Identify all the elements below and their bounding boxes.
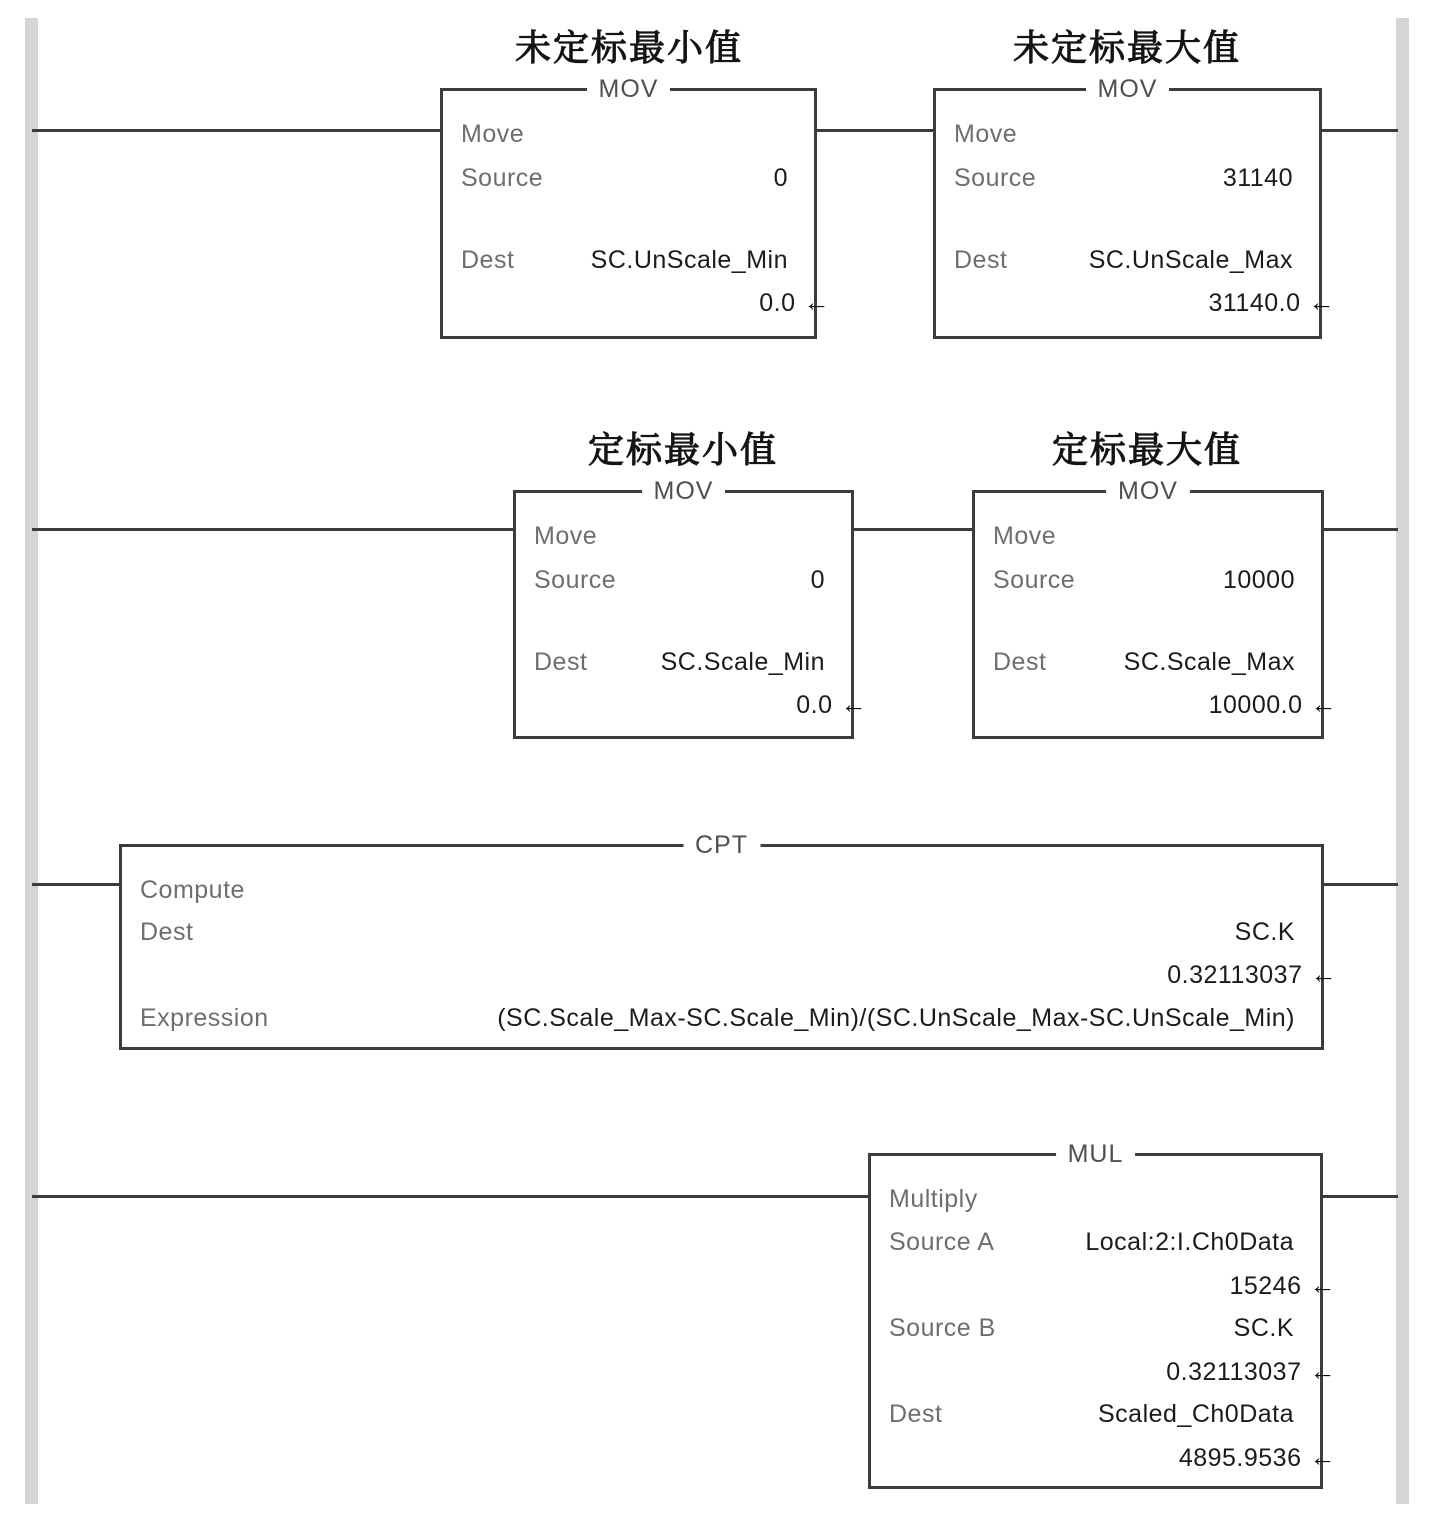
rung-comment-scaled-min: 定标最小值: [587, 429, 778, 470]
instruction-mnemonic: MOV: [587, 74, 671, 104]
dest-label: Dest: [889, 1400, 943, 1428]
source-label: Source: [461, 164, 544, 192]
rung-comment-scaled-max: 定标最大值: [1051, 429, 1242, 470]
rung-wire: [1320, 528, 1398, 531]
dest-tag[interactable]: Scaled_Ch0Data: [1097, 1400, 1294, 1428]
value-arrow-icon: ←: [840, 689, 867, 719]
source-label: Source: [993, 566, 1076, 594]
source-value[interactable]: 10000: [1222, 566, 1295, 594]
dest-tag[interactable]: SC.UnScale_Min: [590, 246, 788, 274]
value-arrow-icon: ←: [803, 287, 830, 317]
mov-unscaled-max-block[interactable]: [933, 75, 1335, 339]
source-b-value: 0.32113037: [1166, 1358, 1302, 1386]
expression-text[interactable]: (SC.Scale_Max-SC.Scale_Min)/(SC.UnScale_Max-SC.UnScale_Min): [497, 1004, 1295, 1032]
rung-wire: [32, 528, 515, 531]
instruction-mnemonic: MOV: [1106, 476, 1190, 506]
value-arrow-icon: ←: [1309, 1442, 1336, 1472]
right-power-rail: [1396, 18, 1409, 1504]
dest-label: Dest: [140, 918, 194, 946]
rung-wire: [1319, 1195, 1398, 1198]
value-arrow-icon: ←: [1308, 287, 1335, 317]
source-a-value: 15246: [1229, 1272, 1302, 1300]
value-arrow-icon: ←: [1310, 689, 1337, 719]
mov-scaled-min-block[interactable]: [513, 477, 867, 739]
left-power-rail: [25, 18, 38, 1504]
instruction-mnemonic: CPT: [683, 830, 760, 860]
mov-unscaled-min-block[interactable]: [440, 75, 830, 339]
dest-label: Dest: [993, 648, 1047, 676]
dest-label: Dest: [954, 246, 1008, 274]
operation-label: Multiply: [889, 1185, 978, 1213]
rung-wire: [32, 129, 440, 132]
dest-value: 31140.0: [1208, 289, 1301, 317]
source-a-tag[interactable]: Local:2:I.Ch0Data: [1085, 1228, 1294, 1256]
source-a-label: Source A: [889, 1228, 995, 1256]
rung-wire: [1319, 129, 1398, 132]
expression-label: Expression: [140, 1004, 269, 1032]
dest-value: 10000.0: [1208, 691, 1303, 719]
rung-wire: [850, 528, 975, 531]
dest-label: Dest: [461, 246, 515, 274]
rung-wire: [32, 883, 122, 886]
mov-scaled-max-block[interactable]: [972, 477, 1337, 739]
operation-label: Move: [954, 120, 1018, 148]
source-value[interactable]: 0: [773, 164, 788, 192]
rung-comment-unscaled-max: 未定标最大值: [1012, 27, 1241, 68]
rung-wire: [814, 129, 936, 132]
rung-wire: [32, 1195, 870, 1198]
cpt-compute-block[interactable]: [119, 831, 1337, 1050]
operation-label: Move: [534, 522, 598, 550]
operation-label: Compute: [140, 876, 245, 904]
source-b-label: Source B: [889, 1314, 996, 1342]
dest-tag[interactable]: SC.K: [1234, 918, 1295, 946]
source-label: Source: [534, 566, 617, 594]
mul-multiply-block[interactable]: [868, 1140, 1336, 1489]
value-arrow-icon: ←: [1309, 1356, 1336, 1386]
source-value[interactable]: 31140: [1222, 164, 1293, 192]
dest-value: 0.0: [796, 691, 833, 719]
dest-value: 0.32113037: [1167, 961, 1303, 989]
operation-label: Move: [993, 522, 1057, 550]
dest-value: 4895.9536: [1178, 1444, 1302, 1472]
source-label: Source: [954, 164, 1037, 192]
rung-wire: [1320, 883, 1398, 886]
dest-tag[interactable]: SC.Scale_Max: [1123, 648, 1295, 676]
instruction-mnemonic: MUL: [1056, 1139, 1136, 1169]
value-arrow-icon: ←: [1310, 959, 1337, 989]
dest-label: Dest: [534, 648, 588, 676]
rung-comment-unscaled-min: 未定标最小值: [514, 27, 743, 68]
source-value[interactable]: 0: [810, 566, 825, 594]
instruction-mnemonic: MOV: [642, 476, 726, 506]
value-arrow-icon: ←: [1309, 1270, 1336, 1300]
source-b-tag[interactable]: SC.K: [1233, 1314, 1294, 1342]
dest-tag[interactable]: SC.Scale_Min: [660, 648, 825, 676]
dest-tag[interactable]: SC.UnScale_Max: [1088, 246, 1293, 274]
operation-label: Move: [461, 120, 525, 148]
dest-value: 0.0: [759, 289, 796, 317]
instruction-mnemonic: MOV: [1086, 74, 1170, 104]
